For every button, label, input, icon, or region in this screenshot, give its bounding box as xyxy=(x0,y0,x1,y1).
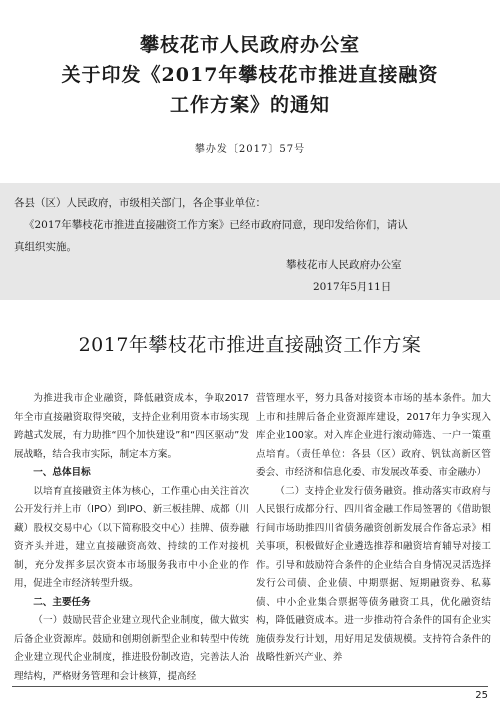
notice-signature: 攀枝花市人民政府办公室 xyxy=(286,259,402,271)
section1-heading: 一、总体目标 xyxy=(33,467,91,478)
notice-addressee: 各县（区）人民政府，市级相关部门，各企事业单位： xyxy=(14,197,266,209)
right-paragraph1: 营管理水平，努力具备对接资本市场的基本条件。加大上市和挂牌后备企业资源库建设，2017年力争实现入库企业100家。对入库企业进行滚动筛选、一户一策重点培育。（责任单位：各县（区）政府、钒钛高新区管委会、市经济和信息化委、市发展改革委、市金融办） xyxy=(256,393,491,478)
notice-box xyxy=(0,183,500,300)
notice-title-line1: 攀枝花市人民政府办公室 xyxy=(139,34,360,56)
section1-body: 以培育直接融资主体为核心，工作重心由关注首次公开发行并上市（IPO）到IPO、新三板挂牌、成都（川藏）股权交易中心（以下简称股交中心）挂牌、债券融资齐头并进，建立直接融资高效、持续的工作对接机制，充分发挥多层次资本市场服务我市中小企业的作用，促进全市经济转型升级。 xyxy=(14,485,249,589)
notice-title xyxy=(0,30,500,120)
right-column xyxy=(256,390,491,668)
intro-paragraph: 为推进我市企业融资，降低融资成本，争取2017年全市直接融资取得突破，支持企业利用资本市场实现跨越式发展，有力助推“四个加快建设”和“四区驱动”发展战略，结合我市实际，制定本方案。 xyxy=(14,393,249,460)
notice-body-line2: 真组织实施。 xyxy=(14,241,77,253)
notice-date: 2017年5月11日 xyxy=(313,281,392,293)
footer-rule xyxy=(12,686,488,687)
notice-body-line1: 《2017年攀枝花市推进直接融资工作方案》已经市政府同意，现印发给你们，请认 xyxy=(24,219,408,231)
page-number: 25 xyxy=(475,690,488,701)
section2-heading: 二、主要任务 xyxy=(33,596,91,608)
left-column xyxy=(14,390,249,686)
notice-title-line3: 工作方案》的通知 xyxy=(169,94,330,116)
notice-title-line2: 关于印发《2017年攀枝花市推进直接融资 xyxy=(61,64,439,86)
section2-subsection1: （一）鼓励民营企业建立现代企业制度，做大做实后备企业资源库。鼓励和创期创新型企业和转型中传统企业建立现代企业制度，推进股份制改造，完善法人治理结构，严格财务管理和会计核算，提高经 xyxy=(14,615,249,682)
plan-title: 2017年攀枝花市推进直接融资工作方案 xyxy=(78,334,422,356)
document-number: 攀办发〔2017〕57号 xyxy=(194,144,306,155)
right-paragraph2: （二）支持企业发行债务融资。推动落实市政府与人民银行成都分行、四川省金融工作局签署的《借助银行间市场助推四川省债务融资创新发展合作备忘录》相关事项，积极做好企业遴选推荐和融资培育辅导对接工作。引导和鼓励符合条件的企业结合自身情况灵活选择发行公司债、企业债、中期票据、短期融资券、私募债、中小企业集合票据等债务融资工具，优化融资结构，降低融资成本。进一步推动符合条件的国有企业实施债券发行计划，用好用足发债规模。支持符合条件的战略性新兴产业、养 xyxy=(256,485,491,663)
